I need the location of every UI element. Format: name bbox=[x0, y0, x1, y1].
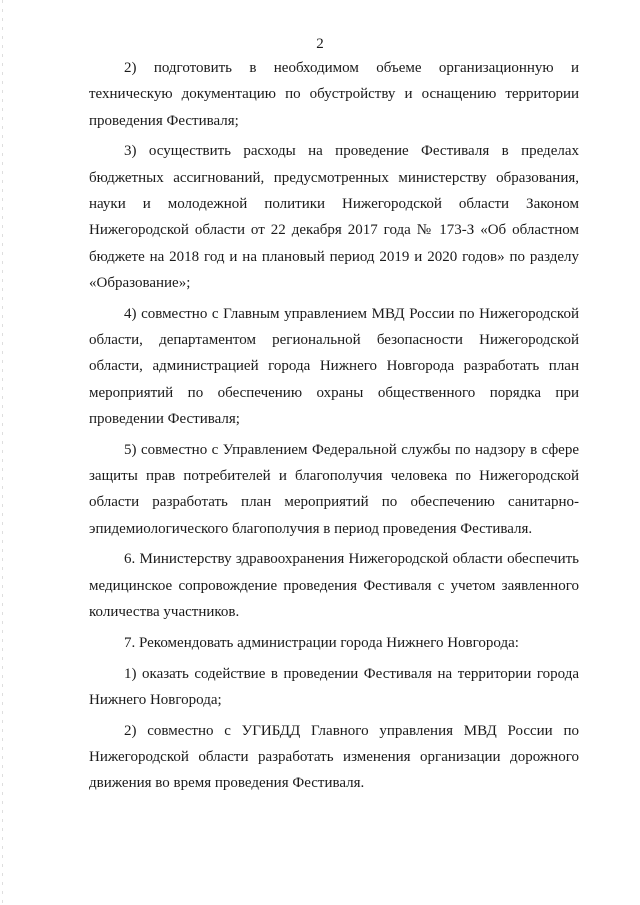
paragraph-item-3-expenses: 3) осуществить расходы на проведение Фестиваля в пределах бюджетных ассигнований, предусмотренных министерству образования, науки и молодежной политики Нижегородской области Законом Нижегородской области от 22 декабря 2017 года № 173-З «Об областном бюджете на 2018 год и на плановый период 2019 и 2020 годов» по разделу «Образование»; bbox=[89, 143, 579, 291]
paragraph-item-2-traffic: 2) совместно с УГИБДД Главного управления МВД России по Нижегородской области разработать изменения организации дорожного движения во время проведения Фестиваля. bbox=[89, 722, 579, 792]
paragraph-item-2-prepare-documentation: 2) подготовить в необходимом объеме организационную и техническую документацию по обустройству и оснащению территории проведения Фестиваля; bbox=[89, 60, 579, 129]
paragraph-section-7-city-administration: 7. Рекомендовать администрации города Нижнего Новгорода: bbox=[124, 634, 519, 651]
paragraph-item-4-public-order: 4) совместно с Главным управлением МВД России по Нижегородской области, департаментом региональной безопасности Нижегородской области, администрацией города Нижнего Новгорода разработать план мероприятий по обеспечению охраны общественного порядка при проведении Фестиваля; bbox=[89, 305, 579, 427]
scan-edge-artifact bbox=[2, 0, 3, 905]
paragraph-item-1-assistance: 1) оказать содействие в проведении Фестиваля на территории города Нижнего Новгорода; bbox=[89, 665, 579, 708]
document-body bbox=[89, 55, 579, 801]
page-number: 2 bbox=[316, 36, 324, 52]
paragraph-item-5-sanitary: 5) совместно с Управлением Федеральной службы по надзору в сфере защиты прав потребителей и благополучия человека по Нижегородской области разработать план мероприятий по обеспечению санитарно-эпидемиологического благополучия в период проведения Фестиваля. bbox=[89, 441, 579, 537]
paragraph-section-6-health-ministry: 6. Министерству здравоохранения Нижегородской области обеспечить медицинское сопровождение проведения Фестиваля с учетом заявленного количества участников. bbox=[89, 551, 579, 620]
